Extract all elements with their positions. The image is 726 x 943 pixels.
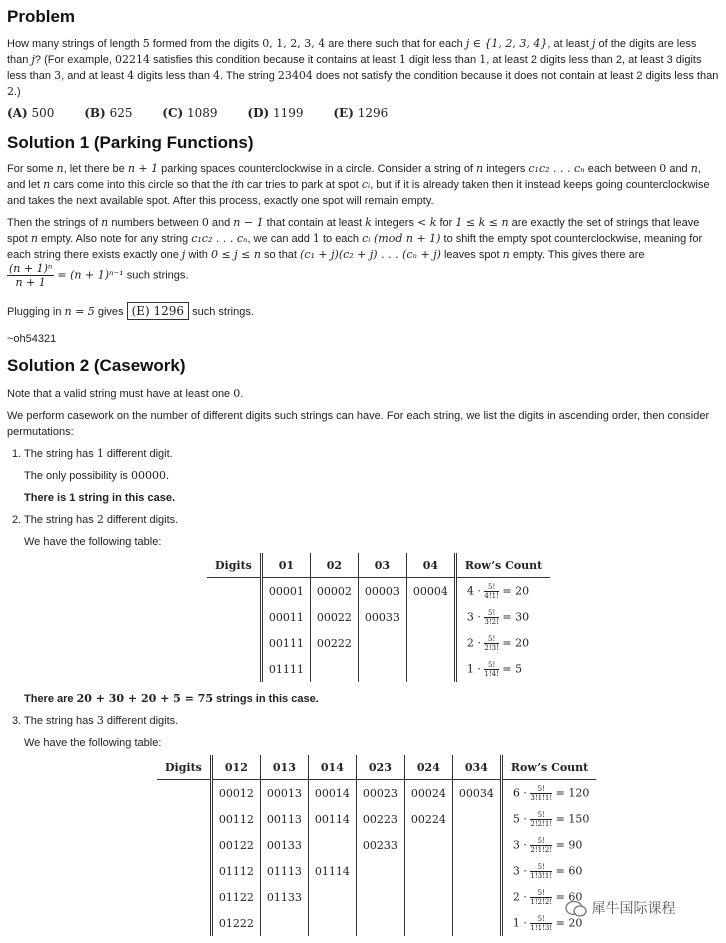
table-cell: 01222 [211,910,260,936]
table-cell [260,910,308,936]
table-cell [404,910,452,936]
table-cell [406,656,455,682]
solution1-paragraph-1: For some n, let there be n + 1 parking spaces counterclockwise in a circle. Consider a string of n integers c₁c₂ . . . cₙ each between 0 and n, and let n cars come into this circle so that the ith car tries to park at spot cᵢ, but if it is already taken then it instead keeps going counterclockwise and takes the next available spot. After this process, exactly one spot will remain empty. [7,162,710,207]
wechat-icon [565,900,587,918]
table-row [207,604,550,630]
table-row [157,884,596,910]
table-cell: 00233 [356,832,404,858]
header-col: 014 [308,755,356,780]
header-digits: Digits [157,755,211,780]
header-col: 024 [404,755,452,780]
table-cell: 00003 [358,578,406,605]
solution2-heading: Solution 2 (Casework) [7,356,186,375]
table-row [207,630,550,656]
problem-text: How many strings of length 5 formed from the digits 0, 1, 2, 3, 4 are there such that for each j ∈ {1, 2, 3, 4}, at least j of the digits are less than j? (For example, 02214 satisfies this condition because it contains at least 1 digit less than 1, at least 2 digits less than 2, at least 3 digits less than 3, and at least 4 digits less than 4. The string 23404 does not satisfy the condition because it does not contain at least 2 digits less than 2.) [7,37,719,98]
problem-heading: Problem [7,7,76,26]
row-count: 3 · $\frac{5!}{3!2!}$ = 30 [466,608,530,626]
table-cell [404,884,452,910]
digits-cell [207,656,261,682]
solution1-author: ~oh54321 [7,333,57,345]
table-cell [358,656,406,682]
table-cell [452,832,501,858]
header-col: 01 [261,553,310,578]
case-3-title: 3. The string has 3 different digits. [12,714,179,727]
row-count: 1 · $\frac{5!}{1!4!}$ = 5 [466,660,523,678]
digits-cell [207,604,261,630]
row-count: 5 · $\frac{5!}{2!2!1!}$ = 150 [512,810,590,828]
table-cell [308,884,356,910]
table-cell: 00022 [310,604,358,630]
table-cell [356,858,404,884]
table-cell: 00023 [356,780,404,807]
choice-a: (A) 500 [7,106,55,120]
table-cell: 00033 [358,604,406,630]
digits-cell [207,578,261,605]
table-cell [452,910,501,936]
header-col: 03 [358,553,406,578]
row-count: 6 · $\frac{5!}{3!1!1!}$ = 120 [512,784,590,802]
table-cell [310,656,358,682]
solution2-note: Note that a valid string must have at least one 0. [7,387,244,400]
row-count: 3 · $\frac{5!}{2!1!2!}$ = 90 [512,836,583,854]
case-3-table [157,755,596,936]
table-cell: 00113 [260,806,308,832]
header-col: 04 [406,553,455,578]
table-cell [356,884,404,910]
table-cell: 00004 [406,578,455,605]
case-2-title: 2. The string has 2 different digits. [12,513,179,526]
header-col: 034 [452,755,501,780]
table-cell: 00222 [310,630,358,656]
row-count: 3 · $\frac{5!}{1!3!1!}$ = 60 [512,862,583,880]
row-count: 2 · $\frac{5!}{1!2!2!}$ = 60 [512,888,583,906]
answer-choices [7,106,414,120]
digits-cell [157,910,211,936]
row-count: 1 · $\frac{5!}{1!1!3!}$ = 20 [512,914,583,932]
table-cell [358,630,406,656]
fraction-formula: $\frac{\text{(n + 1)ⁿ}}{n + 1}$ = (n + 1)ⁿ⁻¹ such strings. [9,262,189,289]
case-2-total: There are 20 + 30 + 20 + 5 = 75 strings in this case. [24,692,319,705]
case-2-lead: We have the following table: [24,536,162,548]
table-cell [404,832,452,858]
table-row [207,578,550,605]
table-row [157,780,596,807]
solution2-intro: We perform casework on the number of different digits such strings can have. For each string, we list the digits in ascending order, then consider permutations: [7,410,710,438]
table-cell: 00111 [261,630,310,656]
table-cell: 00224 [404,806,452,832]
table-row [157,832,596,858]
digits-cell [157,832,211,858]
table-cell: 01122 [211,884,260,910]
table-cell: 00012 [211,780,260,807]
table-cell: 01111 [261,656,310,682]
case-1-possibility: The only possibility is 00000. [24,469,170,482]
row-count: 4 · $\frac{5!}{4!1!}$ = 20 [466,582,530,600]
case-3-lead: We have the following table: [24,737,162,749]
table-cell: 01133 [260,884,308,910]
table-cell: 01112 [211,858,260,884]
digits-cell [157,858,211,884]
solution1-heading: Solution 1 (Parking Functions) [7,133,254,152]
table-row [157,910,596,936]
case-2-table [207,553,550,682]
header-count: Row’s Count [501,755,596,780]
table-cell: 00024 [404,780,452,807]
table-cell: 00122 [211,832,260,858]
boxed-answer: (E) 1296 [127,302,189,320]
header-col: 02 [310,553,358,578]
digits-cell [207,630,261,656]
choice-b: (B) 625 [84,106,133,120]
table-cell: 00133 [260,832,308,858]
table-cell: 00001 [261,578,310,605]
watermark: 犀牛国际课程 [565,898,675,918]
table-cell: 00112 [211,806,260,832]
case-1-title: 1. The string has 1 different digit. [12,447,173,460]
table-cell: 00223 [356,806,404,832]
choice-c: (C) 1089 [162,106,218,120]
choice-e: (E) 1296 [333,106,389,120]
solution1-conclusion: Plugging in n = 5 gives (E) 1296 such strings. [7,304,254,318]
table-cell [404,858,452,884]
header-col: 012 [211,755,260,780]
table-row [157,858,596,884]
table-cell [452,858,501,884]
table-cell: 00013 [260,780,308,807]
table-cell [452,884,501,910]
header-col: 013 [260,755,308,780]
table-cell: 00114 [308,806,356,832]
table-cell: 00034 [452,780,501,807]
table-cell: 00014 [308,780,356,807]
table-row [207,656,550,682]
table-cell [406,630,455,656]
table-cell [406,604,455,630]
header-count: Row’s Count [455,553,550,578]
table-cell [308,832,356,858]
digits-cell [157,884,211,910]
table-cell: 00002 [310,578,358,605]
table-cell [308,910,356,936]
header-col: 023 [356,755,404,780]
choice-d: (D) 1199 [247,106,304,120]
table-cell [356,910,404,936]
table-cell: 01114 [308,858,356,884]
digits-cell [157,780,211,807]
digits-cell [157,806,211,832]
row-count: 2 · $\frac{5!}{2!3!}$ = 20 [466,634,530,652]
table-cell: 01113 [260,858,308,884]
table-cell: 00011 [261,604,310,630]
solution1-paragraph-2: Then the strings of n numbers between 0 and n − 1 that contain at least k integers < k for 1 ≤ k ≤ n are exactly the set of strings that leave spot n empty. Also note for any string c₁c₂ . . . cₙ, we can add 1 to each cᵢ (mod n + 1) to shift the empty spot counterclockwise, meaning for each string there exists exactly one j with 0 ≤ j ≤ n so that (c₁ + j)(c₂ + j) . . . (cₙ + j) leaves spot n empty. This gives there are [7,216,703,261]
table-cell [452,806,501,832]
table-row [157,806,596,832]
header-digits: Digits [207,553,261,578]
case-1-total: There is 1 string in this case. [24,492,175,504]
